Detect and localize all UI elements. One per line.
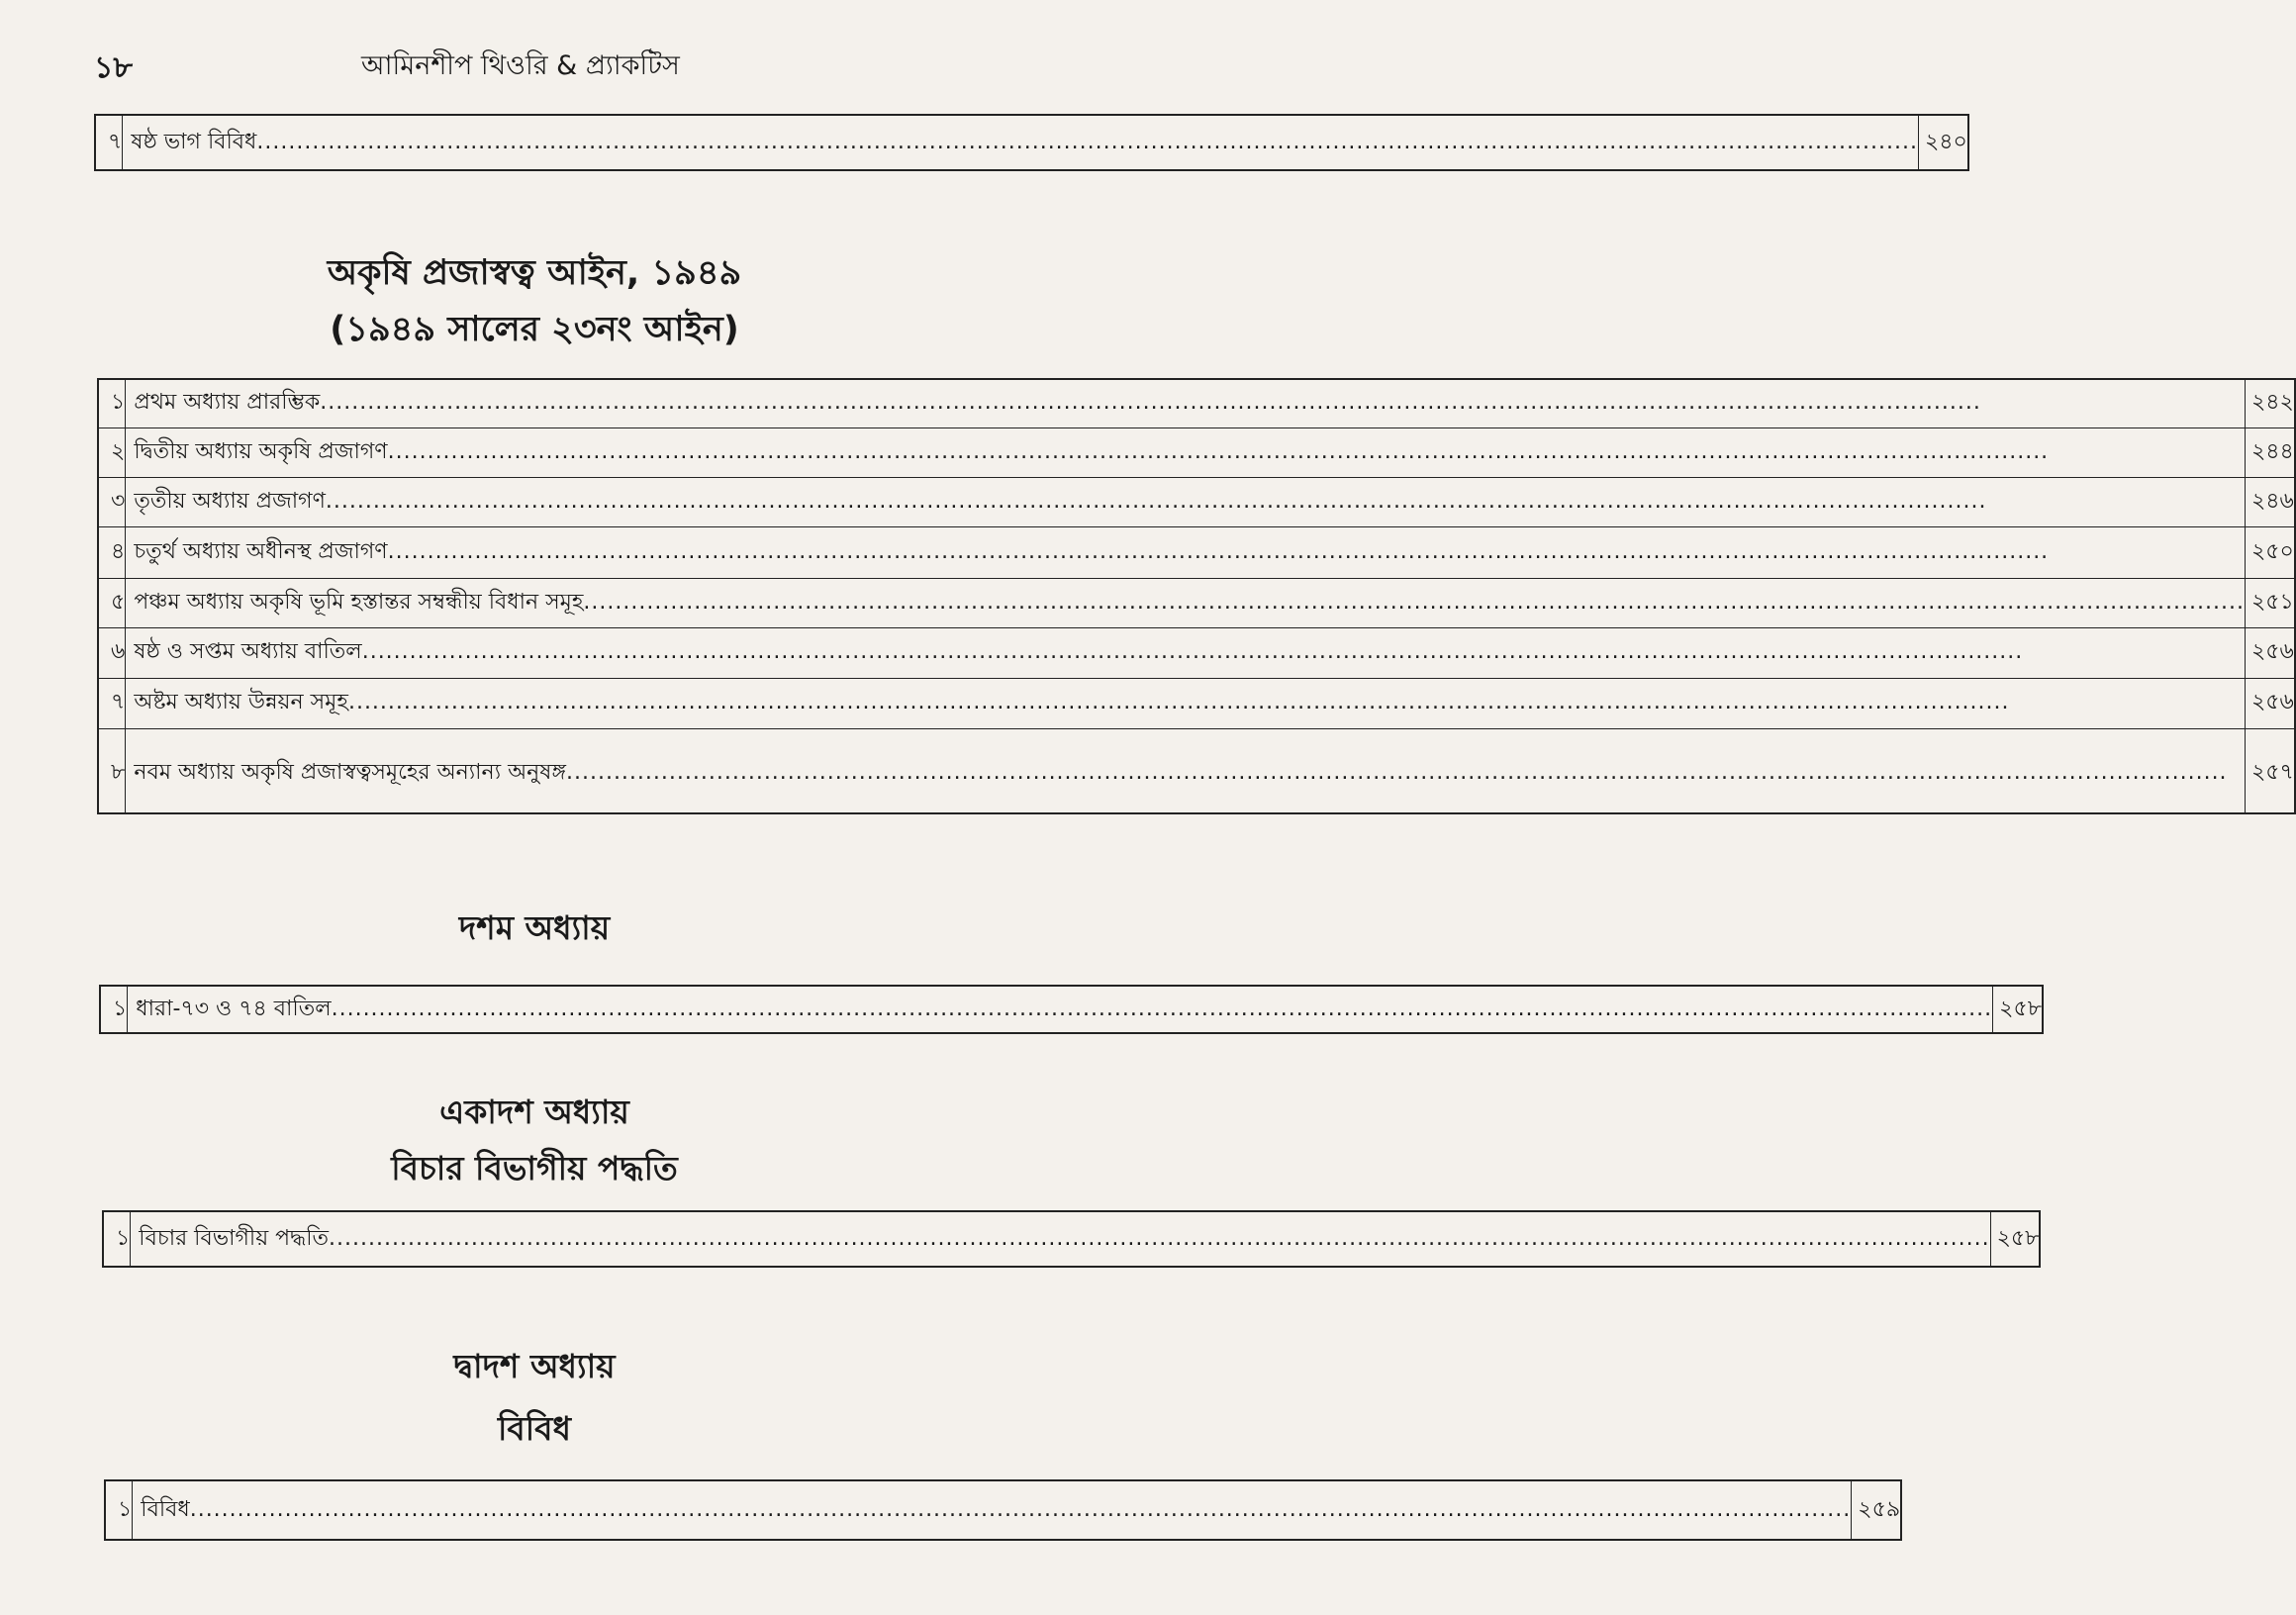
row-page: ২৪০ [1918,115,1967,170]
toc-table-chapter-12 [104,1479,1902,1541]
table-row [95,115,1968,170]
row-number: ২ [98,428,126,477]
row-title: বিবিধ ..... [133,1480,1852,1540]
row-page: ২৫৬ [2245,627,2294,678]
row-number: ৬ [98,627,126,678]
row-title: বিচার বিভাগীয় পদ্ধতি ..... [131,1211,1990,1267]
row-number: ৭ [98,678,126,728]
row-page: ২৪৪ [2245,428,2294,477]
row-page: ২৫৯ [1852,1480,1901,1540]
running-title: আমিনশীপ থিওরি & প্র্যাকটিস [361,50,680,81]
row-page: ২৫০ [2245,526,2294,578]
chapter-10-heading: দশম অধ্যায় [458,908,611,947]
table-row [98,728,2295,813]
toc-table-chapter-10 [99,985,2044,1034]
table-row [100,986,2043,1033]
row-number: ১ [100,986,128,1033]
row-page: ২৫৮ [1990,1211,2040,1267]
row-title: ষষ্ঠ ভাগ বিবিধ ..... [123,115,1919,170]
row-number: ৩ [98,477,126,526]
row-title: তৃতীয় অধ্যায় প্রজাগণ ..... [126,477,2246,526]
row-title: নবম অধ্যায় অকৃষি প্রজাস্বত্বসমূহের অন্যান্য অনুষঙ্গ ..... [126,728,2246,813]
toc-table-top [94,114,1969,171]
chapter-12-subheading: বিবিধ [497,1409,572,1448]
row-number: ৭ [95,115,123,170]
row-title: প্রথম অধ্যায় প্রারম্ভিক ..... [126,379,2246,428]
row-number: ১ [105,1480,133,1540]
table-row [98,477,2295,526]
row-page: ২৪২ [2245,379,2294,428]
table-row [105,1480,1901,1540]
row-page: ২৫১ [2245,578,2294,627]
row-number: ৪ [98,526,126,578]
toc-table-act [97,378,2296,814]
row-number: ৫ [98,578,126,627]
row-number: ১ [103,1211,131,1267]
act-title: অকৃষি প্রজাস্বত্ব আইন, ১৯৪৯ [327,253,742,293]
table-row [103,1211,2040,1267]
page-number: ১৮ [94,50,133,85]
table-row [98,578,2295,627]
row-title: দ্বিতীয় অধ্যায় অকৃষি প্রজাগণ ..... [126,428,2246,477]
table-row [98,526,2295,578]
row-page: ২৪৬ [2245,477,2294,526]
row-number: ১ [98,379,126,428]
row-page: ২৫৭ [2245,728,2294,813]
chapter-11-heading: একাদশ অধ্যায় [439,1092,629,1131]
act-subtitle: (১৯৪৯ সালের ২৩নং আইন) [330,310,739,349]
row-title: ধারা-৭৩ ও ৭৪ বাতিল ..... [128,986,1993,1033]
row-page: ২৫৮ [1993,986,2043,1033]
row-page: ২৫৬ [2245,678,2294,728]
chapter-12-heading: দ্বাদশ অধ্যায় [453,1347,616,1385]
row-title: অষ্টম অধ্যায় উন্নয়ন সমূহ ..... [126,678,2246,728]
table-row [98,627,2295,678]
page-header [94,40,990,89]
table-row [98,428,2295,477]
table-row [98,379,2295,428]
row-title: ষষ্ঠ ও সপ্তম অধ্যায় বাতিল ..... [126,627,2246,678]
chapter-11-subheading: বিচার বিভাগীয় পদ্ধতি [391,1149,678,1188]
row-title: পঞ্চম অধ্যায় অকৃষি ভূমি হস্তান্তর সম্বন্ধীয় বিধান সমূহ ..... [126,578,2246,627]
row-number: ৮ [98,728,126,813]
toc-table-chapter-11 [102,1210,2041,1268]
table-row [98,678,2295,728]
row-title: চতুর্থ অধ্যায় অধীনস্থ প্রজাগণ ..... [126,526,2246,578]
